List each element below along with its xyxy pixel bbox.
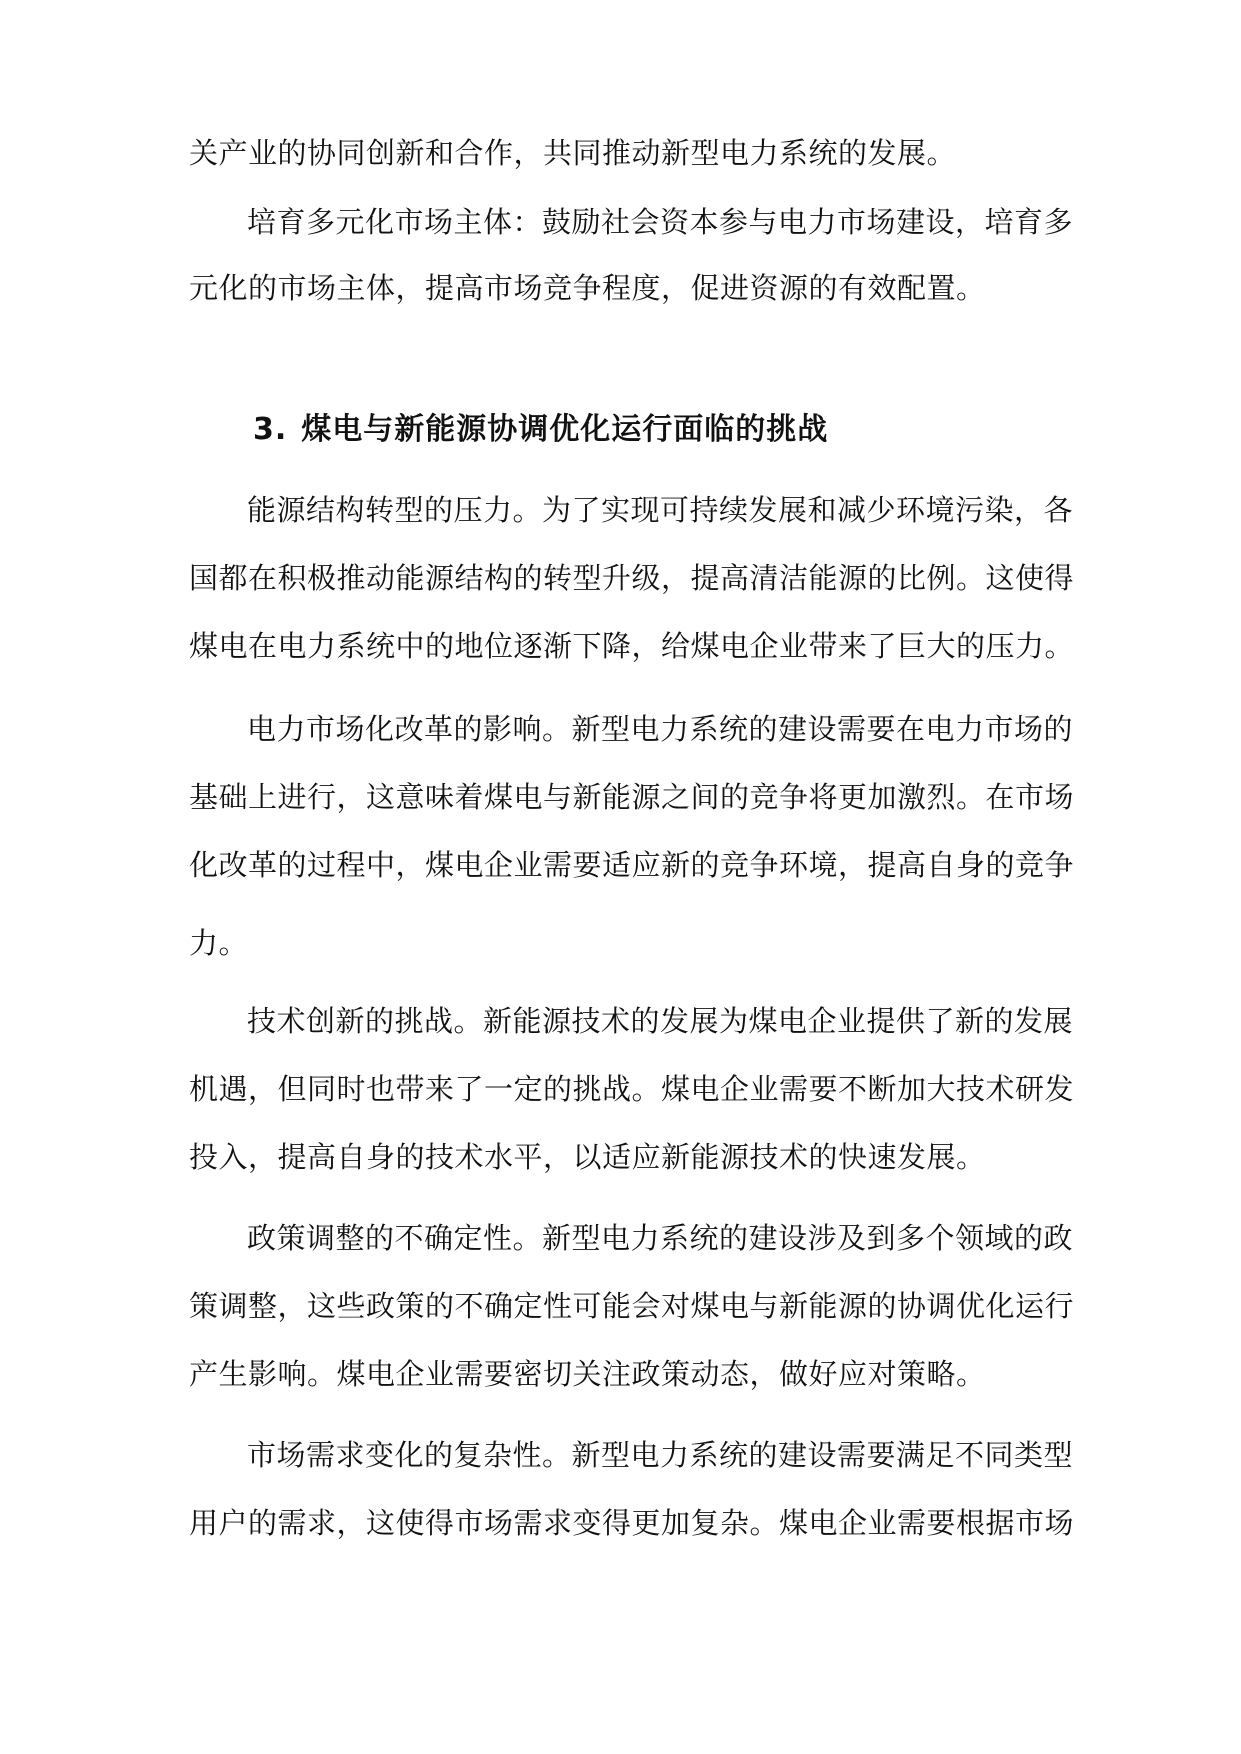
paragraph-line: 关产业的协同创新和合作，共同推动新型电力系统的发展。: [189, 136, 957, 170]
paragraph-line: 产生影响。煤电企业需要密切关注政策动态，做好应对策略。: [189, 1357, 986, 1391]
paragraph-line: 用户的需求，这使得市场需求变得更加复杂。煤电企业需要根据市场: [189, 1506, 1075, 1540]
paragraph-line: 技术创新的挑战。新能源技术的发展为煤电企业提供了新的发展: [247, 1004, 1074, 1038]
section-heading: [253, 409, 828, 451]
paragraph-line: 机遇，但同时也带来了一定的挑战。煤电企业需要不断加大技术研发: [189, 1072, 1075, 1106]
paragraph-line: 元化的市场主体，提高市场竞争程度，促进资源的有效配置。: [189, 271, 986, 305]
paragraph-line: 能源结构转型的压力。为了实现可持续发展和减少环境污染，各: [247, 493, 1074, 527]
paragraph-line: 策调整，这些政策的不确定性可能会对煤电与新能源的协调优化运行: [189, 1289, 1075, 1323]
paragraph-line: 市场需求变化的复杂性。新型电力系统的建设需要满足不同类型: [247, 1438, 1074, 1472]
paragraph-line: 投入，提高自身的技术水平，以适应新能源技术的快速发展。: [189, 1140, 986, 1174]
section-heading-text: 煤电与新能源协调优化运行面临的挑战: [301, 412, 829, 447]
paragraph-line: 国都在积极推动能源结构的转型升级，提高清洁能源的比例。这使得: [189, 561, 1075, 595]
paragraph-line: 煤电在电力系统中的地位逐渐下降，给煤电企业带来了巨大的压力。: [189, 629, 1075, 663]
paragraph-line: 政策调整的不确定性。新型电力系统的建设涉及到多个领域的政: [247, 1221, 1074, 1255]
paragraph-line: 培育多元化市场主体：鼓励社会资本参与电力市场建设，培育多: [247, 205, 1074, 239]
paragraph-line: 基础上进行，这意味着煤电与新能源之间的竞争将更加激烈。在市场: [189, 780, 1075, 814]
section-heading-number: 3.: [253, 412, 288, 447]
paragraph-line: 电力市场化改革的影响。新型电力系统的建设需要在电力市场的: [247, 712, 1074, 746]
paragraph-line: 力。: [189, 926, 249, 960]
paragraph-line: 化改革的过程中，煤电企业需要适应新的竞争环境，提高自身的竞争: [189, 848, 1075, 882]
